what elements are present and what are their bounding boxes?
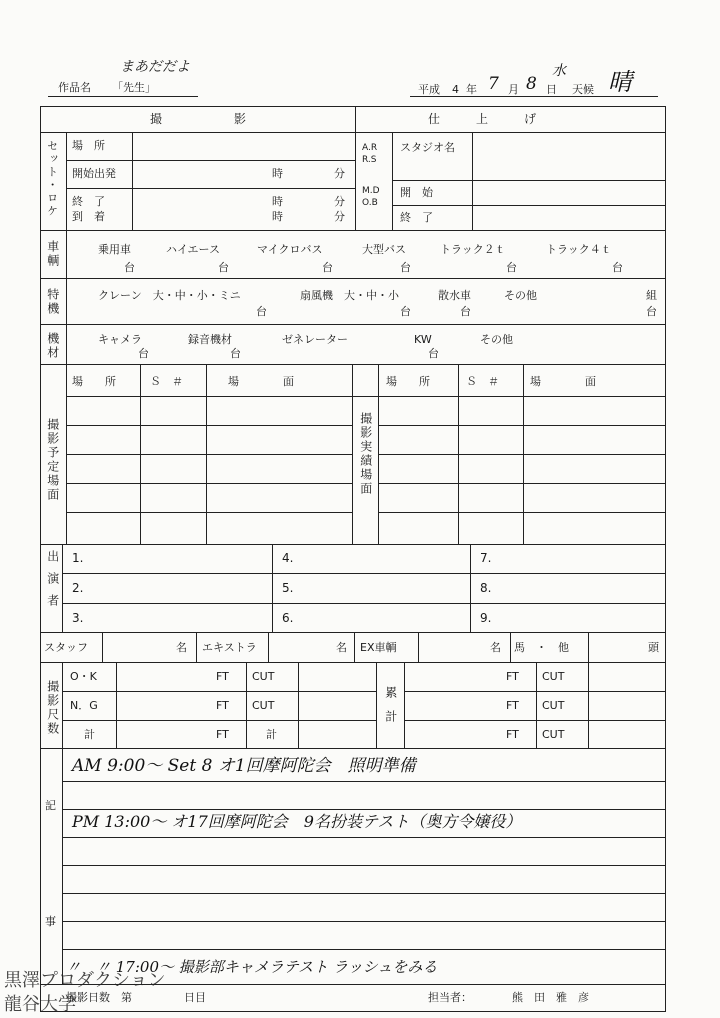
name-unit: 名 [490, 641, 501, 654]
watermark-line-1: 黒澤プロダクション [4, 970, 166, 991]
note-line-1: AM 9:00〜 Set 8 オ1回摩阿陀会 照明準備 [72, 756, 416, 776]
ng-label: N．G [70, 699, 98, 712]
scene-snum-head: Ｓ ＃ [466, 375, 499, 388]
title-handwritten: まあだだよ [120, 59, 190, 75]
vehicles-label: 車輌 [45, 240, 60, 268]
charge-label: 担当者： [428, 991, 472, 1004]
unit: 台 [646, 305, 657, 318]
cast-label: 出演者 [45, 550, 60, 616]
cast-num: 8. [480, 581, 492, 595]
unit: 台 [428, 347, 439, 360]
unit: 台 [138, 347, 149, 360]
scene-head: 場 面 [530, 375, 596, 388]
day: 8 [526, 74, 537, 94]
unit: 台 [218, 261, 229, 274]
ft-unit: FT [216, 699, 229, 712]
finish-label: 終 了 [400, 211, 433, 224]
year-unit: 年 [466, 83, 477, 96]
title-label: 作品名 [58, 81, 91, 94]
studio-label: スタジオ名 [400, 141, 455, 154]
depart-label: 開始出発 [72, 167, 116, 180]
ex-vehicle-label: EX車輌 [360, 641, 397, 654]
unit: 台 [322, 261, 333, 274]
unit: 台 [230, 347, 241, 360]
end-label: 終 了 [72, 195, 105, 208]
audio: 録音機材 [188, 333, 232, 346]
cast-num: 5. [282, 581, 294, 595]
equipment-other: その他 [480, 333, 513, 346]
finishing-head: 仕 上 げ [428, 112, 537, 126]
ft-unit: FT [216, 728, 229, 741]
unit: 台 [400, 305, 411, 318]
cast-num: 1. [72, 551, 84, 565]
cast-num: 3. [72, 611, 84, 625]
ok-label: O・K [70, 670, 97, 683]
arrive-label: 到 着 [72, 210, 105, 223]
name-unit: 名 [176, 641, 187, 654]
ft-unit: FT [506, 699, 519, 712]
cut-unit: CUT [542, 699, 565, 712]
weekday: 水 [552, 63, 566, 79]
weather-label: 天候 [572, 83, 594, 96]
cast-num: 4. [282, 551, 294, 565]
charge-name: 熊 田 雅 彦 [512, 991, 589, 1004]
kw: KW [414, 333, 432, 346]
staff-label: スタッフ [44, 641, 88, 654]
watermark-line-2: 龍谷大学 [4, 994, 76, 1015]
cast-num: 7. [480, 551, 492, 565]
vehicle-hiace: ハイエース [166, 243, 221, 256]
vehicle-bus: 大型バス [362, 243, 406, 256]
month-unit: 月 [508, 83, 519, 96]
total-label: 計 [84, 728, 95, 741]
scene-snum-head: Ｓ ＃ [150, 375, 183, 388]
shooting-day-label: 撮影日数 第 [66, 991, 132, 1004]
notes-label-top: 記 [45, 799, 56, 812]
crane: クレーン 大・中・小・ミニ [98, 289, 241, 302]
cast-num: 9. [480, 611, 492, 625]
horse-label: 馬 ・ 他 [514, 641, 569, 654]
ft-unit: FT [506, 728, 519, 741]
unit: 台 [400, 261, 411, 274]
vehicle-truck4: トラック４ｔ [546, 243, 612, 256]
minute-unit: 分 [334, 167, 345, 180]
weather: 晴 [608, 68, 632, 96]
head-unit: 頭 [648, 641, 659, 654]
title-value: 「先生」 [112, 81, 156, 94]
minute-unit: 分 [334, 210, 345, 223]
special-other: その他 [504, 289, 537, 302]
cut-unit: CUT [252, 670, 275, 683]
vehicle-truck2: トラック２ｔ [440, 243, 506, 256]
unit: 台 [124, 261, 135, 274]
unit: 台 [460, 305, 471, 318]
special-label: 特機 [45, 288, 60, 316]
hour-unit: 時 [272, 167, 283, 180]
form-frame [40, 106, 666, 1012]
cumulative-label: 累計 [383, 686, 398, 734]
hour-unit: 時 [272, 210, 283, 223]
actual-scenes-label: 撮影実績場面 [358, 412, 373, 496]
hour-unit: 時 [272, 195, 283, 208]
set-unit: 組 [646, 289, 657, 302]
minute-unit: 分 [334, 195, 345, 208]
scene-place-head: 場 所 [72, 375, 116, 388]
note-line-2: PM 13:00〜 オ17回摩阿陀会 9名扮装テスト（奥方令嬢役） [72, 812, 522, 831]
cut-unit: CUT [542, 728, 565, 741]
set-loc-label: セット・ロケ [45, 140, 59, 218]
planned-scenes-label: 撮影予定場面 [45, 418, 60, 502]
fan: 扇風機 大・中・小 [300, 289, 399, 302]
extra-label: エキストラ [202, 641, 257, 654]
water-truck: 散水車 [438, 289, 471, 302]
place-label: 場 所 [72, 139, 105, 152]
start-label: 開 始 [400, 186, 433, 199]
vehicle-car: 乗用車 [98, 243, 131, 256]
cast-num: 2. [72, 581, 84, 595]
cast-num: 6. [282, 611, 294, 625]
scene-place-head: 場 所 [386, 375, 430, 388]
unit: 台 [612, 261, 623, 274]
camera: キャメラ [98, 333, 142, 346]
generator: ゼネレーター [282, 333, 348, 346]
unit: 台 [506, 261, 517, 274]
era: 平成 [418, 83, 440, 96]
year: 4 [452, 83, 459, 96]
date-underline [410, 96, 658, 97]
ft-unit: FT [216, 670, 229, 683]
title-underline [48, 96, 198, 97]
vehicle-microbus: マイクロバス [257, 243, 323, 256]
note-line-3: 〃 〃 17:00〜 撮影部キャメラテスト ラッシュをみる [66, 958, 438, 976]
shooting-day-suffix: 日目 [184, 991, 206, 1004]
cut-total: 計 [266, 728, 277, 741]
cut-unit: CUT [542, 670, 565, 683]
ar-rs: A.R R.S [362, 143, 378, 165]
unit: 台 [256, 305, 267, 318]
ft-unit: FT [506, 670, 519, 683]
day-unit: 日 [546, 83, 557, 96]
name-unit: 名 [336, 641, 347, 654]
equipment-label: 機材 [45, 332, 60, 360]
month: 7 [488, 74, 499, 94]
cut-unit: CUT [252, 699, 275, 712]
shooting-head: 撮 影 [150, 112, 247, 126]
footage-label: 撮影尺数 [45, 680, 60, 736]
md-ob: M.D O.B [362, 186, 380, 208]
notes-label-bottom: 事 [45, 915, 56, 928]
scene-head: 場 面 [228, 375, 294, 388]
